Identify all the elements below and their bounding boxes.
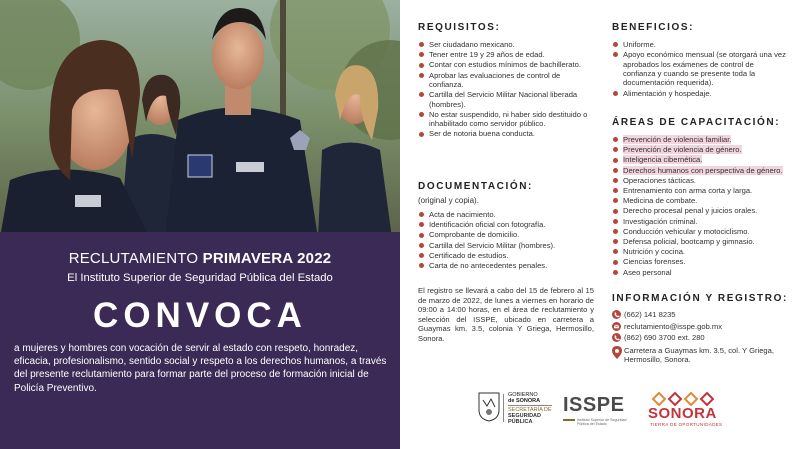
email-icon	[612, 322, 624, 334]
list-item-text: Medicina de combate.	[623, 196, 698, 206]
beneficios-list	[612, 40, 786, 99]
list-item-text: Ciencias forenses.	[623, 257, 686, 267]
list-item-text: Ser de notoria buena conducta.	[429, 129, 535, 139]
contact-phone2	[612, 333, 788, 345]
list-item-text: Cartilla del Servicio Militar Nacional liberada (hombres).	[429, 90, 578, 109]
list-item-text: Carta de no antecedentes penales.	[429, 261, 548, 271]
phone-icon	[612, 310, 624, 322]
list-item	[612, 217, 788, 226]
list-item	[418, 220, 596, 229]
phone2-text: (862) 690 3700 ext. 280	[624, 333, 705, 343]
secretaria-line1: SECRETARÍA DE	[508, 407, 552, 413]
documentacion-title: DOCUMENTACIÓN:	[418, 181, 533, 192]
list-item-text: Alimentación y hospedaje.	[623, 88, 712, 98]
secretaria-line2: SEGURIDAD	[508, 413, 542, 419]
headline-bold: PRIMAVERA 2022	[202, 250, 332, 267]
secretaria-line3: PÚBLICA	[508, 419, 533, 425]
sonora-logo	[648, 388, 728, 432]
list-item	[612, 186, 788, 195]
list-item-text: Tener entre 19 y 29 años de edad.	[429, 50, 545, 60]
list-item	[418, 129, 596, 138]
areas-title: ÁREAS DE CAPACITACIÓN:	[612, 117, 781, 128]
list-item-text: Ser ciudadano mexicano.	[429, 40, 515, 49]
contact-email[interactable]	[612, 322, 788, 334]
list-item	[418, 241, 596, 250]
list-item-text: Aseo personal	[623, 267, 672, 277]
list-item	[612, 155, 788, 164]
list-item	[612, 176, 788, 185]
list-item-text: Uniforme.	[623, 40, 656, 49]
list-item	[418, 251, 596, 260]
list-item-text: Cartilla del Servicio Militar (hombres).	[429, 240, 556, 250]
recruitment-headline	[0, 250, 400, 267]
gobierno-line1: GOBIERNO	[508, 392, 538, 398]
documentacion-subtitle: (original y copia).	[418, 196, 479, 205]
email-text[interactable]: reclutamiento@isspe.gob.mx	[624, 321, 723, 331]
requisitos-title: REQUISITOS:	[418, 22, 501, 33]
list-item	[612, 166, 788, 175]
headline-prefix: RECLUTAMIENTO	[68, 250, 199, 267]
contact-phone1	[612, 310, 788, 322]
list-item-text: Contar con estudios mínimos de bachillerato.	[429, 60, 581, 70]
gobierno-line2: de SONORA	[508, 398, 541, 404]
isspe-subtitle: Instituto Superior de Seguridad Pública del Estado	[577, 418, 627, 427]
list-item-text: Aprobar las evaluaciones de control de confianza.	[429, 70, 561, 90]
list-item	[612, 237, 788, 246]
contact-address	[612, 346, 788, 365]
isspe-text: ISSPE	[563, 394, 625, 416]
list-item-text: Identificación oficial con fotografía.	[429, 220, 546, 230]
list-item	[418, 71, 596, 90]
phone-icon	[612, 333, 624, 345]
list-item-text: Apoyo económico mensual (se otorgará una vez aprobados los exámenes de control de confianza y cuando se presente toda la documentación requerida).	[623, 50, 786, 88]
address-text: Carretera a Guaymas km. 3.5, col. Y Griega, Hermosillo, Sonora.	[624, 345, 774, 365]
list-item	[612, 196, 788, 205]
beneficios-title: BENEFICIOS:	[612, 22, 695, 33]
sonora-text: SONORA	[648, 405, 717, 422]
list-item	[418, 110, 596, 129]
list-item	[612, 206, 788, 215]
sonora-tagline: TIERRA DE OPORTUNIDADES	[650, 422, 723, 427]
list-item-text: Prevención de violencia de género.	[623, 145, 742, 155]
requisitos-list	[418, 40, 596, 140]
list-item	[612, 247, 788, 256]
sonora-pattern-icon	[651, 392, 719, 406]
list-item-text: Prevención de violencia familiar.	[623, 135, 732, 144]
list-item	[418, 40, 596, 49]
list-item	[612, 257, 788, 266]
contact-block	[612, 310, 788, 365]
list-item	[418, 210, 596, 219]
list-item	[612, 227, 788, 236]
list-item	[418, 50, 596, 59]
shield-icon	[478, 392, 500, 422]
informacion-title: INFORMACIÓN Y REGISTRO:	[612, 293, 788, 304]
list-item-text: Certificado de estudios.	[429, 250, 509, 260]
documentacion-list	[418, 210, 596, 271]
list-item-text: Comprobante de domicilio.	[429, 230, 520, 240]
list-item	[612, 145, 788, 154]
list-item-text: Inteligencia cibernética.	[623, 155, 703, 165]
list-item-text: Derechos humanos con perspectiva de género.	[623, 165, 783, 175]
registro-text: El registro se llevará a cabo del 15 de febrero al 15 de marzo de 2022, de lunes a viernes en horario de 09:00 a 14:00 horas, en el área de reclutamiento y selección del ISSPE, ubicado en carretera a Guaymas km. 3.5, colonia Y Griega, Hermosillo, Sonora.	[418, 286, 594, 343]
list-item-text: Conducción vehicular y motociclismo.	[623, 226, 750, 236]
institute-name: El Instituto Superior de Seguridad Pública del Estado	[67, 272, 333, 284]
phone1-text: (662) 141 8235	[624, 310, 676, 319]
list-item	[612, 135, 788, 144]
list-item	[418, 90, 596, 109]
location-pin-icon	[612, 346, 624, 362]
list-item	[418, 261, 596, 270]
convocation-body: a mujeres y hombres con vocación de servir al estado con respeto, honradez, eficacia, profesionalismo, sentido social y respeto a los derechos humanos, a través del presente reclutamiento para formar parte del proceso de formación inicial de Policía Preventivo.	[14, 343, 387, 394]
list-item	[418, 230, 596, 239]
list-item	[612, 40, 786, 49]
list-item	[612, 50, 786, 88]
list-item-text: Derecho procesal penal y juicios orales.	[623, 206, 758, 216]
list-item-text: Entrenamiento con arma corta y larga.	[623, 186, 753, 196]
list-item	[612, 268, 788, 277]
police-officers-photo	[0, 0, 400, 238]
gobierno-sonora-logo	[478, 388, 558, 432]
list-item-text: No estar suspendido, ni haber sido destituido o inhabilitado como servidor público.	[429, 109, 588, 129]
areas-list	[612, 135, 788, 278]
list-item-text: Defensa policial, bootcamp y gimnasio.	[623, 237, 755, 247]
list-item	[612, 89, 786, 98]
list-item-text: Nutrición y cocina.	[623, 247, 686, 257]
isspe-logo	[563, 388, 637, 432]
list-item	[418, 60, 596, 69]
convoca-title: CONVOCA	[93, 296, 307, 335]
list-item-text: Acta de nacimiento.	[429, 210, 496, 219]
list-item-text: Investigación criminal.	[623, 216, 698, 226]
list-item-text: Operaciones tácticas.	[623, 175, 697, 185]
